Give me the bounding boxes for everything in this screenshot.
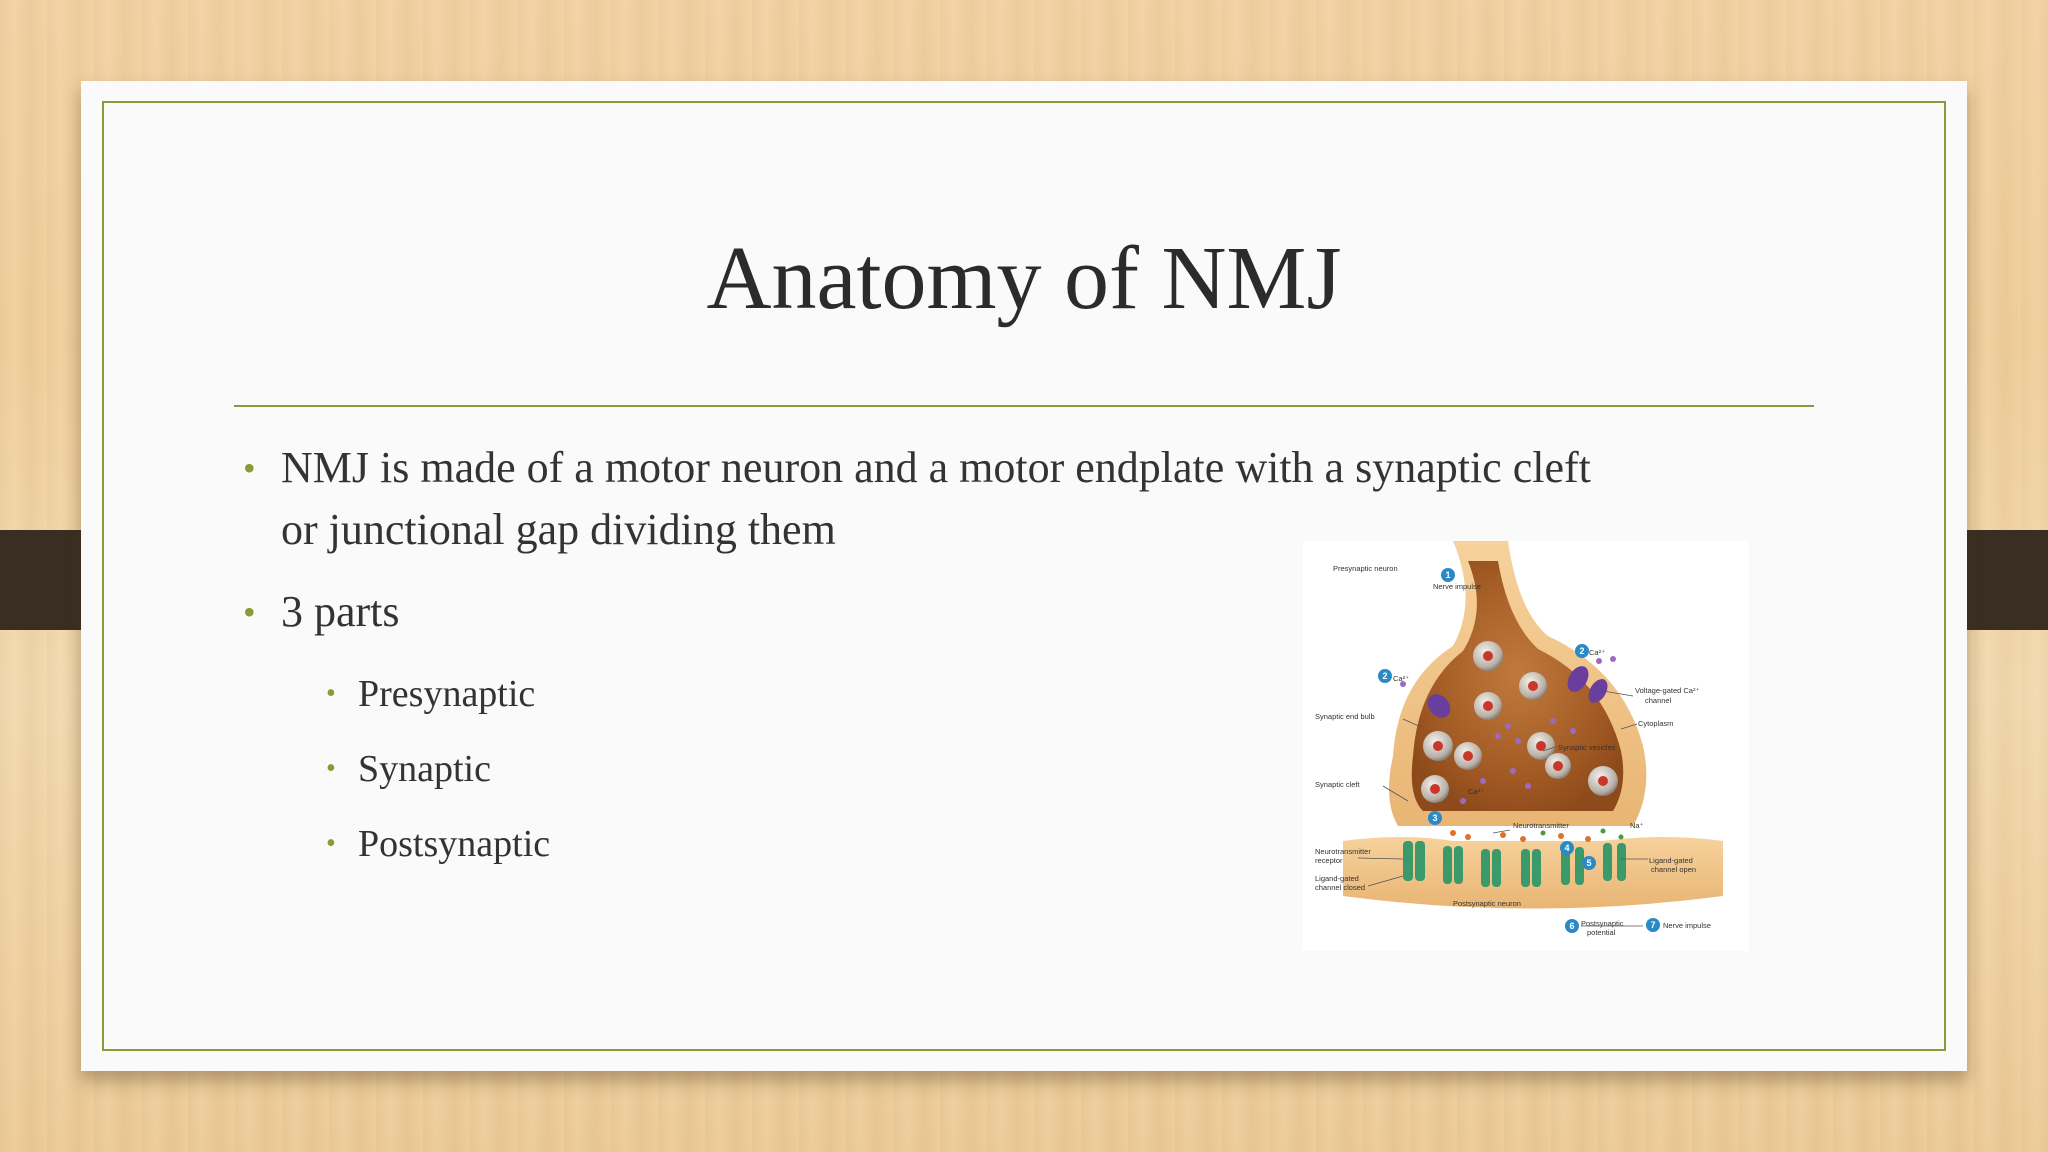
slide-title: Anatomy of NMJ xyxy=(706,229,1342,328)
step-number: 5 xyxy=(1586,858,1592,868)
sub-bullet-dot: • xyxy=(326,753,336,784)
sub-bullet-synaptic xyxy=(326,744,491,794)
label-nerve-impulse: Nerve impulse xyxy=(1433,582,1481,591)
label-voltage-gated-channel: Voltage-gated Ca²⁺ xyxy=(1635,686,1700,695)
step-number: 4 xyxy=(1564,843,1570,853)
label-calcium: Ca²⁺ xyxy=(1468,787,1485,796)
step-number: 6 xyxy=(1569,921,1575,931)
label-calcium: Ca²⁺ xyxy=(1589,648,1606,657)
bullet-dot: • xyxy=(243,592,256,632)
label-nt-receptor: Neurotransmitter xyxy=(1315,847,1371,856)
label-ligand-open-line2: channel open xyxy=(1651,865,1697,874)
label-nerve-impulse-out: Nerve impulse xyxy=(1663,921,1711,930)
slide-card xyxy=(81,81,1967,1071)
step-number: 3 xyxy=(1432,813,1438,823)
step-number: 7 xyxy=(1650,920,1656,930)
label-cytoplasm: Cytoplasm xyxy=(1638,719,1674,728)
label-postsynaptic-potential: Postsynaptic xyxy=(1581,919,1624,928)
sub-bullet-text: Presynaptic xyxy=(358,673,536,715)
label-calcium: Ca²⁺ xyxy=(1393,674,1410,683)
label-presynaptic-neuron: Presynaptic neuron xyxy=(1333,564,1398,573)
label-ligand-open: Ligand-gated xyxy=(1649,856,1693,865)
bullet-text-continued: or junctional gap dividing them xyxy=(281,505,836,554)
label-neurotransmitter: Neurotransmitter xyxy=(1513,821,1569,830)
label-synaptic-cleft: Synaptic cleft xyxy=(1315,780,1360,789)
label-nt-receptor-line2: receptor xyxy=(1315,856,1343,865)
label-postsynaptic-neuron: Postsynaptic neuron xyxy=(1453,899,1521,908)
sub-bullet-presynaptic xyxy=(326,669,536,719)
nmj-diagram xyxy=(1303,541,1749,951)
label-synaptic-vesicles: Synaptic vesicles xyxy=(1558,743,1616,752)
sub-bullet-text: Synaptic xyxy=(358,748,491,790)
label-synaptic-end-bulb: Synaptic end bulb xyxy=(1315,712,1375,721)
label-ligand-closed-line2: channel closed xyxy=(1315,883,1366,892)
sub-bullet-dot: • xyxy=(326,678,336,709)
sub-bullet-text: Postsynaptic xyxy=(358,823,551,865)
sub-bullet-postsynaptic xyxy=(326,819,551,869)
step-number: 2 xyxy=(1579,646,1585,656)
sub-bullet-dot: • xyxy=(326,828,336,859)
label-channel: channel xyxy=(1645,696,1672,705)
step-number: 2 xyxy=(1382,671,1388,681)
bullet-text: NMJ is made of a motor neuron and a motor endplate with a synaptic cleft xyxy=(281,443,1591,492)
bullet-dot: • xyxy=(243,448,256,488)
label-ligand-closed: Ligand-gated xyxy=(1315,874,1359,883)
label-postsynaptic-potential-line2: potential xyxy=(1587,928,1616,937)
step-number: 1 xyxy=(1445,570,1451,580)
title-divider xyxy=(234,405,1814,407)
bullet-text: 3 parts xyxy=(281,587,400,636)
label-sodium: Na⁺ xyxy=(1630,821,1644,830)
